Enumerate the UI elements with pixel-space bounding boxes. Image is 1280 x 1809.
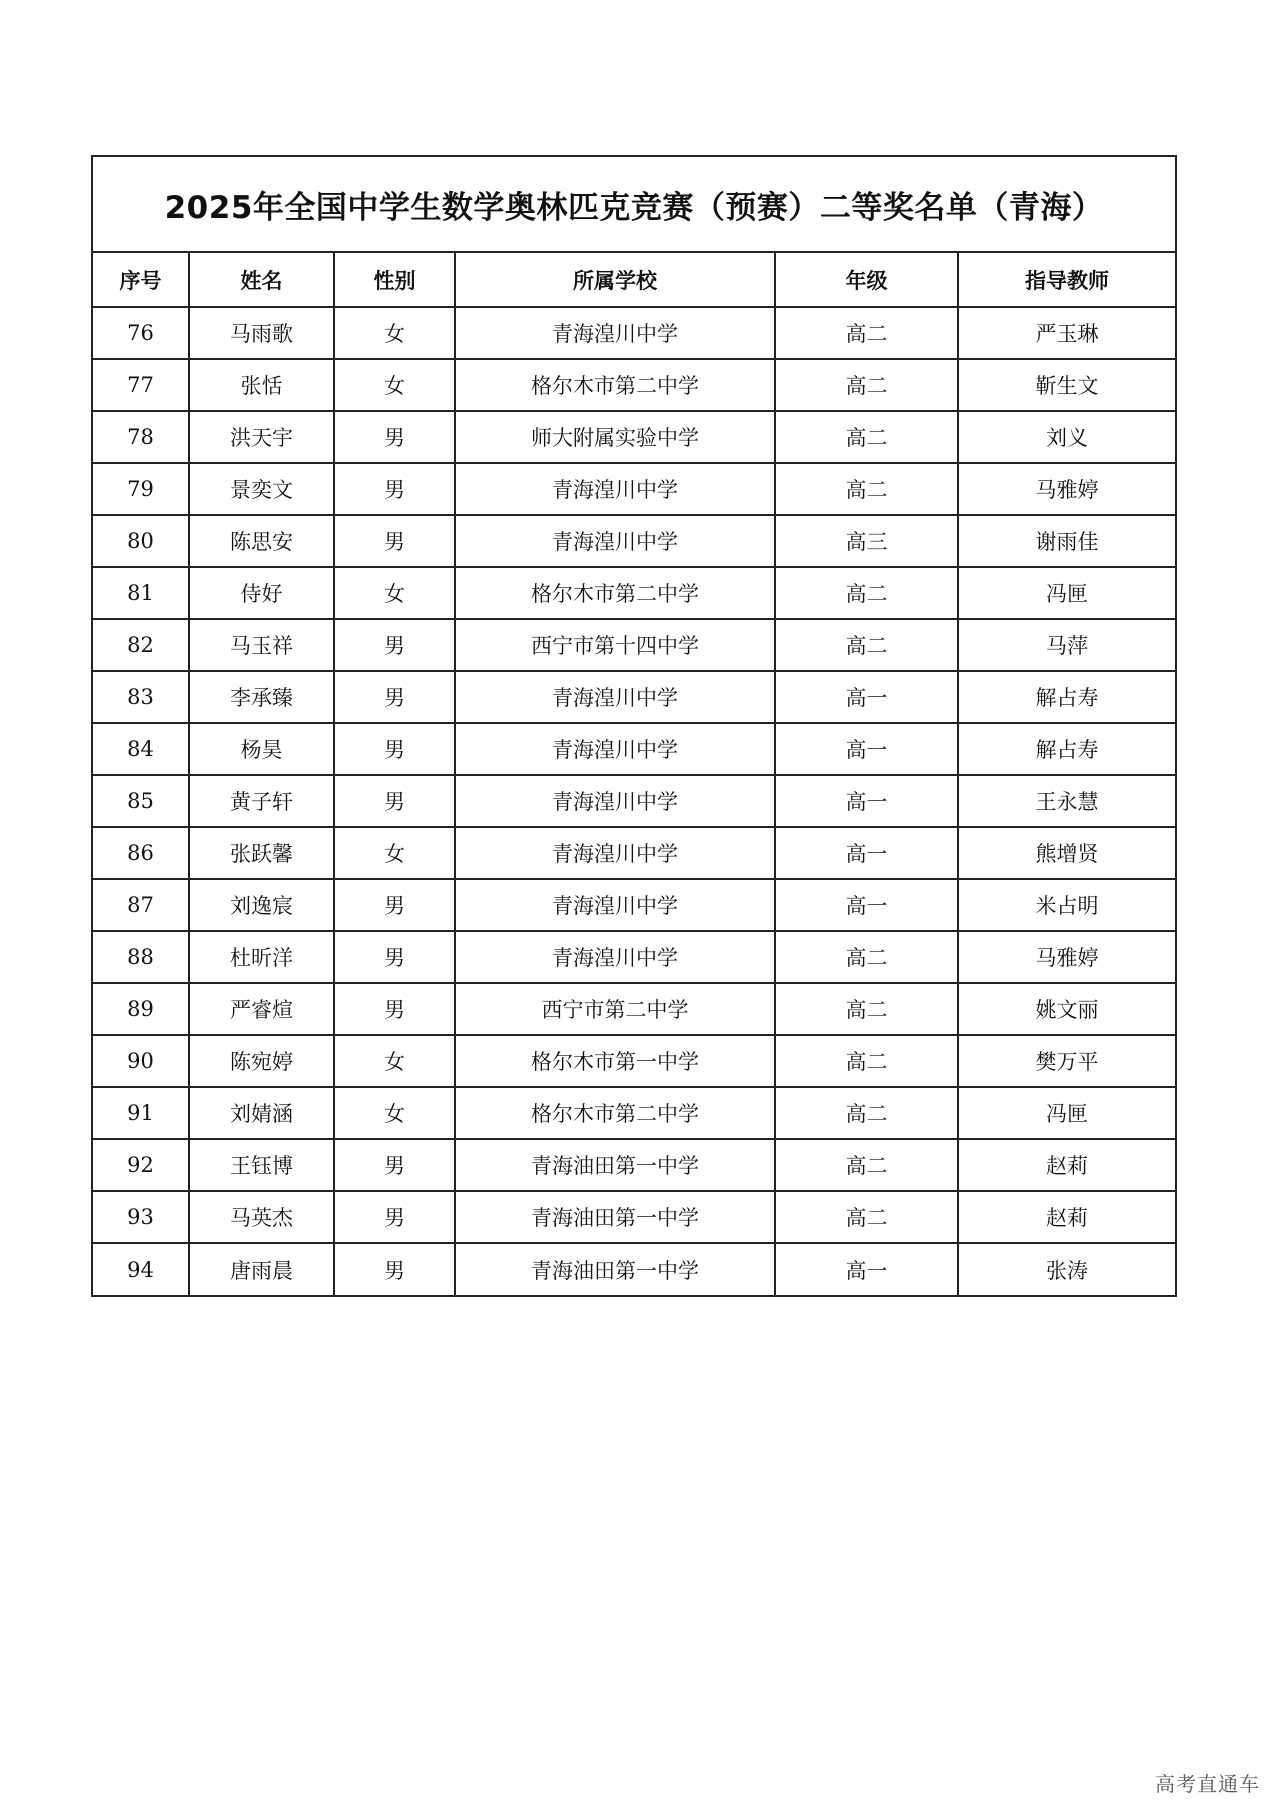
cell-name: 李承臻 [189, 671, 334, 723]
cell-name: 唐雨晨 [189, 1243, 334, 1295]
cell-number: 93 [93, 1191, 189, 1243]
cell-grade: 高一 [775, 671, 958, 723]
cell-grade: 高二 [775, 1191, 958, 1243]
cell-gender: 男 [334, 463, 455, 515]
cell-teacher: 樊万平 [958, 1035, 1175, 1087]
cell-name: 马雨歌 [189, 307, 334, 359]
cell-number: 89 [93, 983, 189, 1035]
table-row [93, 1139, 1175, 1191]
cell-teacher: 靳生文 [958, 359, 1175, 411]
column-header-school: 所属学校 [455, 253, 775, 307]
cell-teacher: 赵莉 [958, 1191, 1175, 1243]
cell-gender: 女 [334, 1087, 455, 1139]
cell-grade: 高二 [775, 411, 958, 463]
cell-number: 83 [93, 671, 189, 723]
table-body [93, 307, 1175, 1295]
cell-school: 青海湟川中学 [455, 307, 775, 359]
cell-school: 青海湟川中学 [455, 775, 775, 827]
table-row [93, 723, 1175, 775]
cell-gender: 男 [334, 879, 455, 931]
cell-name: 陈宛婷 [189, 1035, 334, 1087]
cell-grade: 高二 [775, 619, 958, 671]
cell-grade: 高二 [775, 359, 958, 411]
cell-gender: 男 [334, 983, 455, 1035]
cell-grade: 高一 [775, 879, 958, 931]
watermark: 高考直通车 [1155, 1772, 1260, 1796]
column-header-teacher: 指导教师 [958, 253, 1175, 307]
cell-grade: 高二 [775, 931, 958, 983]
cell-number: 78 [93, 411, 189, 463]
cell-number: 90 [93, 1035, 189, 1087]
cell-gender: 男 [334, 723, 455, 775]
cell-gender: 男 [334, 411, 455, 463]
cell-number: 82 [93, 619, 189, 671]
title-row [93, 157, 1175, 253]
cell-number: 80 [93, 515, 189, 567]
cell-school: 格尔木市第二中学 [455, 567, 775, 619]
cell-school: 师大附属实验中学 [455, 411, 775, 463]
cell-grade: 高二 [775, 567, 958, 619]
cell-gender: 男 [334, 1139, 455, 1191]
table-row [93, 671, 1175, 723]
cell-gender: 男 [334, 1191, 455, 1243]
cell-name: 侍好 [189, 567, 334, 619]
cell-teacher: 赵莉 [958, 1139, 1175, 1191]
page-title: 2025年全国中学生数学奥林匹克竞赛（预赛）二等奖名单（青海） [164, 189, 1104, 226]
cell-gender: 女 [334, 307, 455, 359]
table-row [93, 567, 1175, 619]
cell-school: 青海湟川中学 [455, 515, 775, 567]
cell-school: 西宁市第十四中学 [455, 619, 775, 671]
cell-teacher: 解占寿 [958, 723, 1175, 775]
table-row [93, 307, 1175, 359]
cell-teacher: 熊增贤 [958, 827, 1175, 879]
cell-grade: 高三 [775, 515, 958, 567]
table-row [93, 983, 1175, 1035]
cell-school: 青海油田第一中学 [455, 1191, 775, 1243]
table-row [93, 775, 1175, 827]
cell-school: 青海油田第一中学 [455, 1243, 775, 1295]
cell-number: 94 [93, 1243, 189, 1295]
cell-gender: 男 [334, 775, 455, 827]
cell-teacher: 马雅婷 [958, 463, 1175, 515]
cell-number: 86 [93, 827, 189, 879]
cell-gender: 男 [334, 1243, 455, 1295]
cell-grade: 高一 [775, 1243, 958, 1295]
cell-name: 洪天宇 [189, 411, 334, 463]
table-row [93, 411, 1175, 463]
table-row [93, 827, 1175, 879]
cell-teacher: 张涛 [1046, 1258, 1088, 1283]
table-row [93, 619, 1175, 671]
cell-grade: 高二 [775, 307, 958, 359]
cell-name: 张跃馨 [189, 827, 334, 879]
cell-grade: 高二 [775, 463, 958, 515]
cell-teacher: 姚文丽 [958, 983, 1175, 1035]
cell-teacher: 解占寿 [958, 671, 1175, 723]
cell-school: 格尔木市第二中学 [455, 359, 775, 411]
cell-number: 92 [93, 1139, 189, 1191]
cell-grade: 高一 [775, 723, 958, 775]
cell-gender: 男 [334, 931, 455, 983]
cell-teacher: 马雅婷 [958, 931, 1175, 983]
award-list-table-frame [91, 155, 1177, 1297]
column-header-name: 姓名 [189, 253, 334, 307]
cell-gender: 女 [334, 567, 455, 619]
table-row [93, 463, 1175, 515]
cell-number: 85 [93, 775, 189, 827]
table-row [93, 515, 1175, 567]
cell-name: 刘逸宸 [189, 879, 334, 931]
cell-gender: 女 [334, 827, 455, 879]
cell-teacher: 米占明 [958, 879, 1175, 931]
cell-teacher: 刘义 [958, 411, 1175, 463]
cell-grade: 高二 [775, 1139, 958, 1191]
cell-teacher: 冯匣 [958, 567, 1175, 619]
table-row [93, 359, 1175, 411]
cell-number: 81 [93, 567, 189, 619]
cell-grade: 高二 [775, 1087, 958, 1139]
cell-name: 黄子轩 [189, 775, 334, 827]
cell-teacher: 马萍 [958, 619, 1175, 671]
table-row [93, 1087, 1175, 1139]
cell-name: 马玉祥 [189, 619, 334, 671]
cell-number: 87 [93, 879, 189, 931]
cell-name: 景奕文 [189, 463, 334, 515]
cell-number: 88 [93, 931, 189, 983]
cell-gender: 女 [334, 359, 455, 411]
cell-school: 青海油田第一中学 [455, 1139, 775, 1191]
table-row [93, 1035, 1175, 1087]
cell-name: 杨昊 [189, 723, 334, 775]
cell-school: 格尔木市第二中学 [455, 1087, 775, 1139]
table-row [93, 931, 1175, 983]
cell-name: 张恬 [189, 359, 334, 411]
cell-number: 79 [93, 463, 189, 515]
table-header-row [93, 253, 1175, 307]
cell-grade: 高一 [775, 775, 958, 827]
cell-school: 青海湟川中学 [455, 463, 775, 515]
award-list-table [93, 253, 1175, 1295]
cell-name: 刘婧涵 [189, 1087, 334, 1139]
cell-gender: 女 [334, 1035, 455, 1087]
cell-name: 陈思安 [189, 515, 334, 567]
cell-number: 91 [93, 1087, 189, 1139]
cell-name: 严睿煊 [189, 983, 334, 1035]
column-header-gender: 性别 [334, 253, 455, 307]
cell-school: 青海湟川中学 [455, 671, 775, 723]
column-header-grade: 年级 [775, 253, 958, 307]
cell-grade: 高二 [775, 1035, 958, 1087]
cell-teacher: 冯匣 [958, 1087, 1175, 1139]
cell-gender: 男 [334, 515, 455, 567]
cell-grade: 高二 [775, 983, 958, 1035]
column-header-number: 序号 [93, 253, 189, 307]
cell-name: 马英杰 [189, 1191, 334, 1243]
cell-name: 杜昕洋 [189, 931, 334, 983]
cell-school: 青海湟川中学 [455, 931, 775, 983]
cell-number: 77 [93, 359, 189, 411]
cell-school: 青海湟川中学 [455, 827, 775, 879]
table-row [93, 1243, 1175, 1295]
cell-gender: 男 [334, 619, 455, 671]
cell-grade: 高一 [775, 827, 958, 879]
cell-teacher: 谢雨佳 [958, 515, 1175, 567]
cell-school: 青海湟川中学 [455, 723, 775, 775]
cell-teacher: 王永慧 [958, 775, 1175, 827]
cell-school: 青海湟川中学 [455, 879, 775, 931]
cell-school: 西宁市第二中学 [455, 983, 775, 1035]
cell-teacher: 严玉琳 [958, 307, 1175, 359]
cell-name: 王钰博 [189, 1139, 334, 1191]
table-row [93, 879, 1175, 931]
cell-school: 格尔木市第一中学 [455, 1035, 775, 1087]
cell-gender: 男 [334, 671, 455, 723]
cell-number: 76 [93, 307, 189, 359]
cell-number: 84 [93, 723, 189, 775]
table-row [93, 1191, 1175, 1243]
